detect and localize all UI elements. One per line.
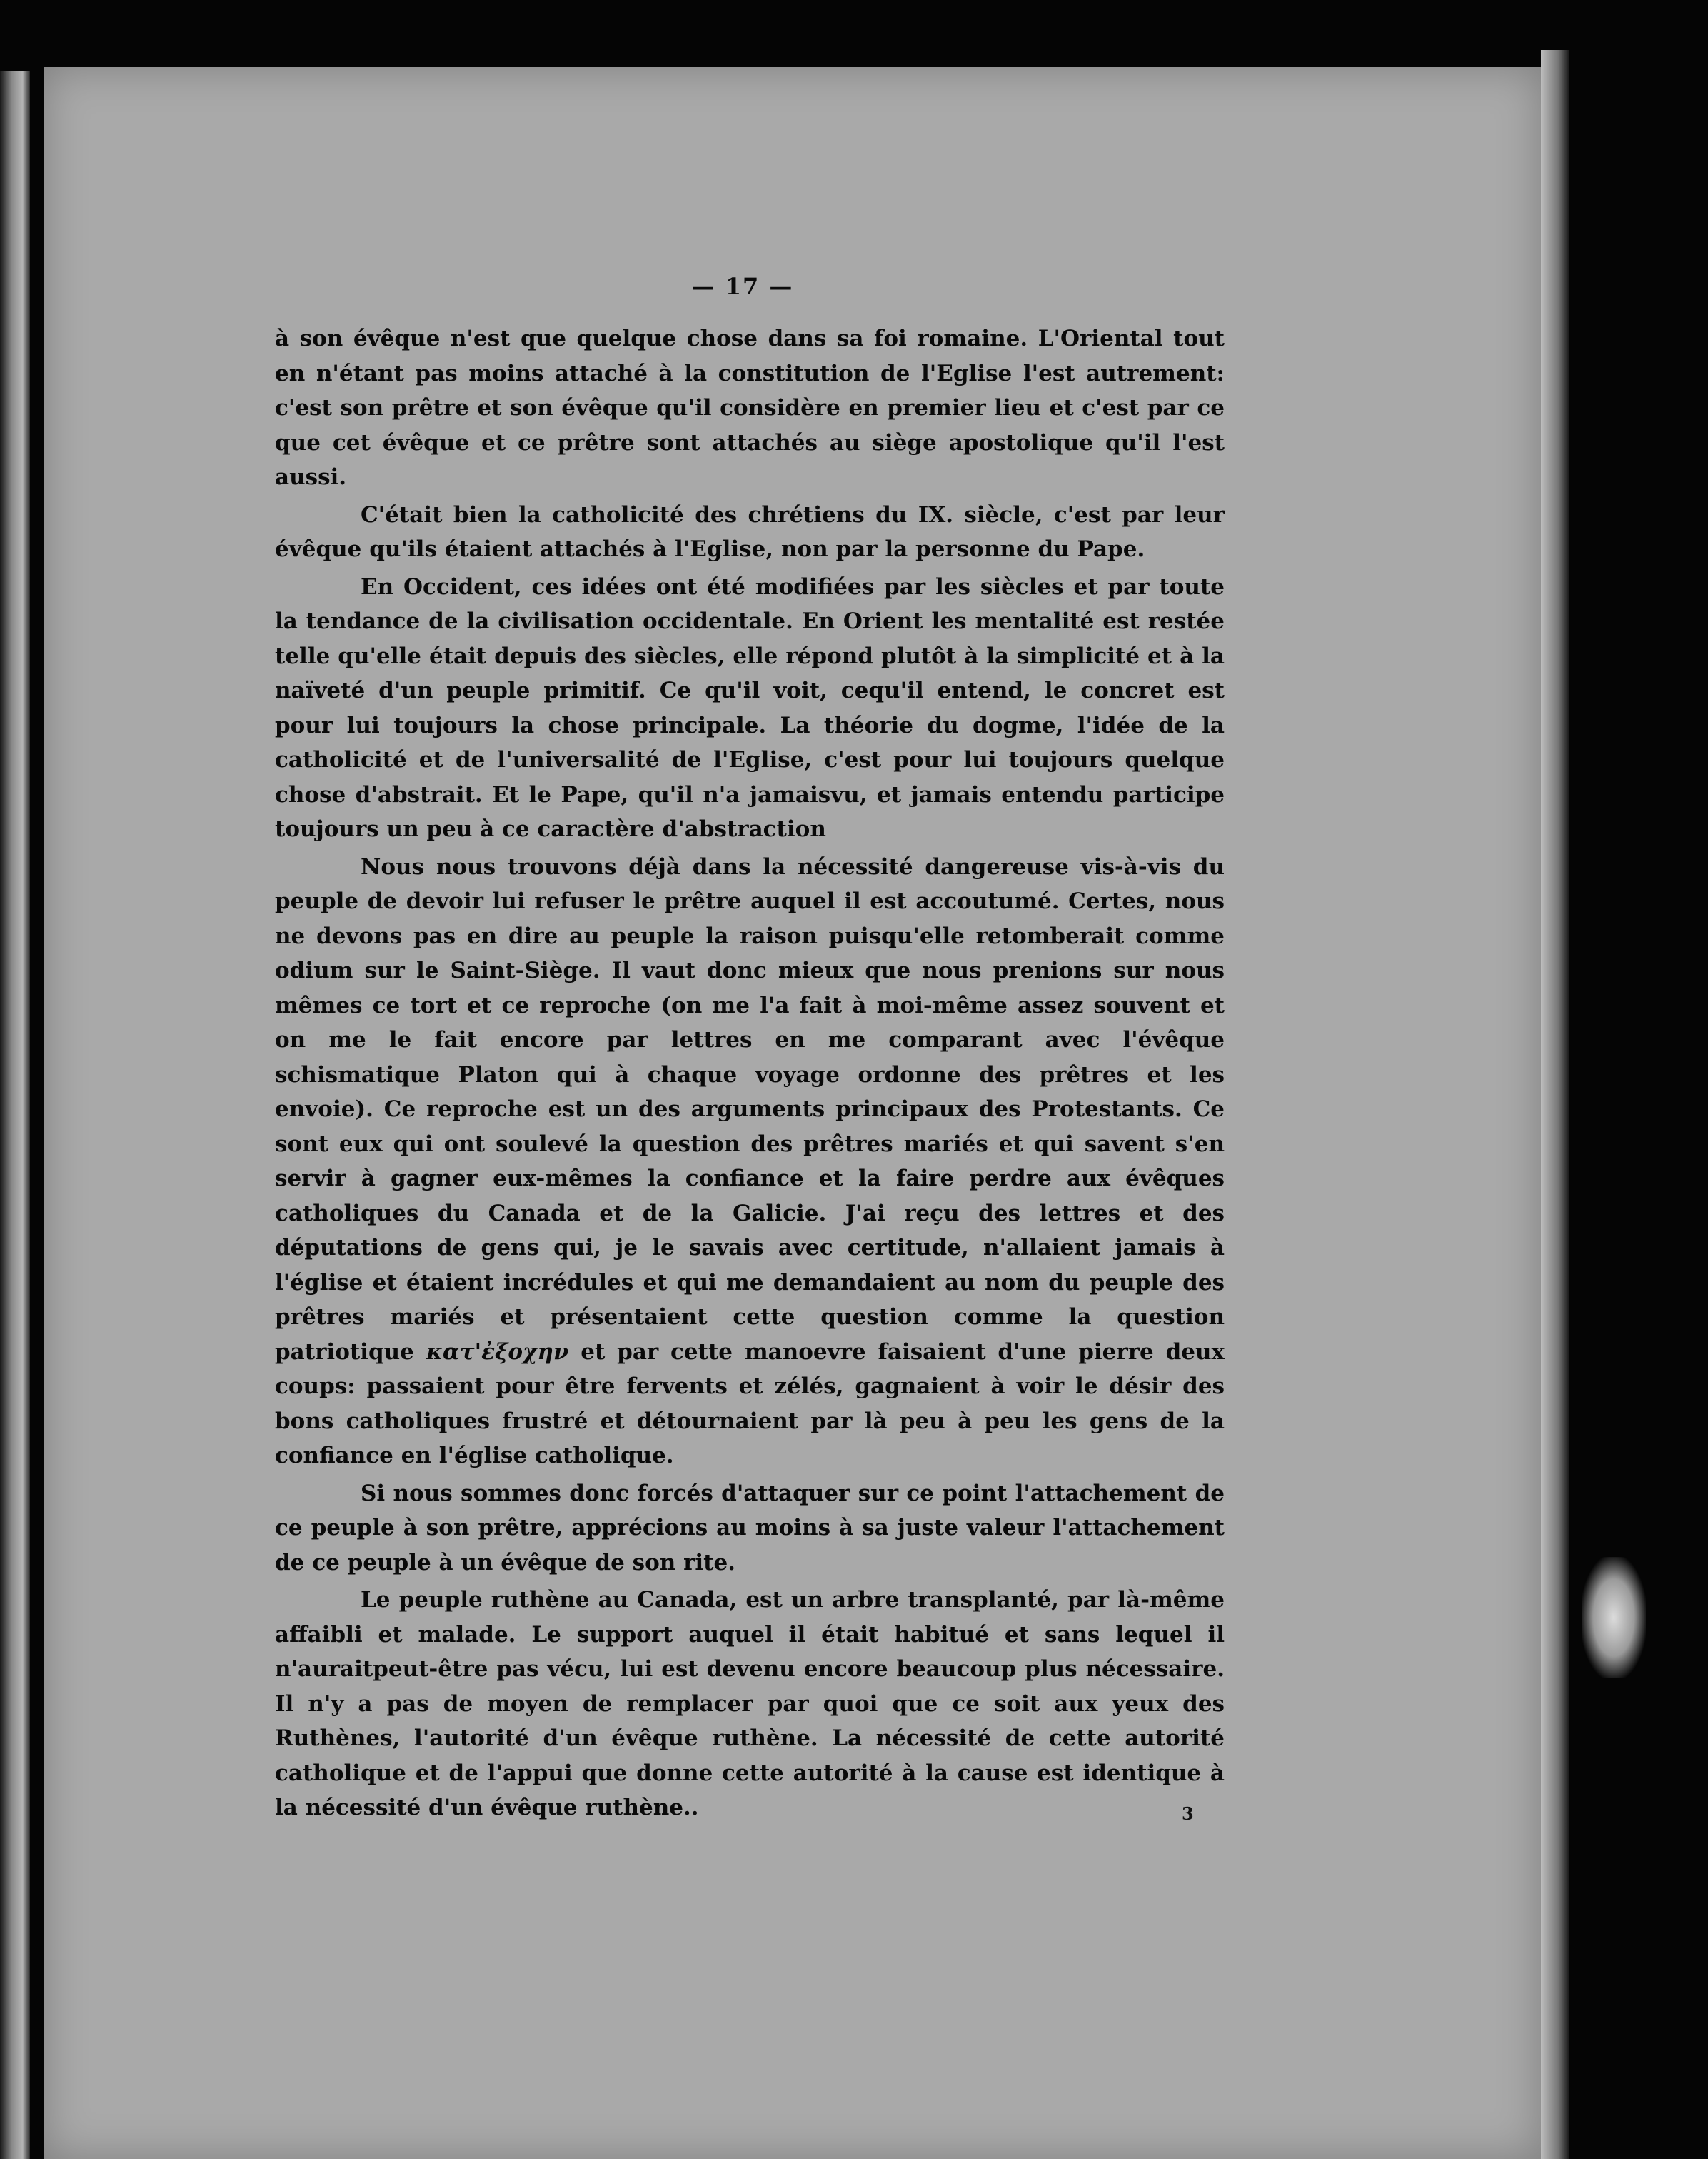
greek-phrase: κατ'ἐξοχην (426, 1338, 569, 1365)
signature-mark: 3 (1182, 1803, 1194, 1824)
paragraph: En Occident, ces idées ont été modifiées par les siècles et par toute la tendance de la civilisation occidentale. En Orient les mentalité est restée telle qu'elle était depuis des siècles, elle répond plutôt à la simplicité et à la naïveté d'un peuple primitif. Ce qu'il voit, cequ'il entend, le concret est pour lui toujours la chose principale. La théorie du dogme, l'idée de la catholicité et de l'universalité de l'Eglise, c'est pour lui toujours quelque chose d'abstrait. Et le Pape, qu'il n'a jamaisvu, et jamais entendu participe toujours un peu à ce caractère d'abstraction (275, 573, 1225, 842)
paragraph (275, 850, 1225, 1473)
paragraph: Le peuple ruthène au Canada, est un arbre transplanté, par là-même affaibli et malade. Le support auquel il était habitué et sans lequel il n'auraitpeut-être pas vécu, lui est devenu encore beaucoup plus nécessaire. Il n'y a pas de moyen de remplacer par quoi que ce soit aux yeux des Ruthènes, l'autorité d'un évêque ruthène. La nécessité de cette autorité catholique et de l'appui que donne cette autorité à la cause est identique à la nécessité d'un évêque ruthène.. (275, 1587, 1225, 1820)
adjacent-page-edge (0, 71, 30, 2159)
paper-damage-mark (1582, 1557, 1646, 1678)
body-text (275, 321, 1225, 1828)
page-number-header: — 17 — (691, 273, 794, 300)
paragraph-text: Nous nous trouvons déjà dans la nécessité dangereuse vis-à-vis du peuple de devoir lui refuser le prêtre auquel il est accoutumé. Certes, nous ne devons pas en dire au peuple la raison puisqu'elle retomberait comme odium sur le Saint-Siège. Il vaut donc mieux que nous prenions sur nous mêmes ce tort et ce reproche (on me l'a fait à moi-même assez souvent et on me le fait encore par lettres en me comparant avec l'évêque schismatique Platon qui à chaque voyage ordonne des prêtres et les envoie). Ce reproche est un des arguments principaux des Protestants. Ce sont eux qui ont soulevé la question des prêtres mariés et qui savent s'en servir à gagner eux-mêmes la confiance et la faire perdre aux évêques catholiques du Canada et de la Galicie. J'ai reçu des lettres et des députations de gens qui, je le savais avec certitude, n'allaient jamais à l'église et étaient incrédules et qui me demandaient au nom du peuple des prêtres mariés et présentaient cette question comme la question patriotique (275, 853, 1225, 1365)
paragraph-text: et par cette manoevre faisaient d'une pierre deux coups: passaient pour être fervents et zélés, gagnaient à voir le désir des bons catholiques frustré et détournaient par là peu à peu les gens de la confiance en l'église catholique. (275, 1338, 1225, 1468)
page-binding-edge (1541, 50, 1569, 2159)
paragraph: Si nous sommes donc forcés d'attaquer sur ce point l'attachement de ce peuple à son prêtre, apprécions au moins à sa juste valeur l'attachement de ce peuple à un évêque de son rite. (275, 1480, 1225, 1576)
paragraph: à son évêque n'est que quelque chose dans sa foi romaine. L'Oriental tout en n'étant pas moins attaché à la constitution de l'Eglise l'est autrement: c'est son prêtre et son évêque qu'il considère en premier lieu et c'est par ce que cet évêque et ce prêtre sont attachés au siège apostolique qu'il l'est aussi. (275, 326, 1225, 490)
paragraph: C'était bien la catholicité des chrétiens du IX. siècle, c'est par leur évêque qu'ils étaient attachés à l'Eglise, non par la personne du Pape. (275, 501, 1225, 562)
